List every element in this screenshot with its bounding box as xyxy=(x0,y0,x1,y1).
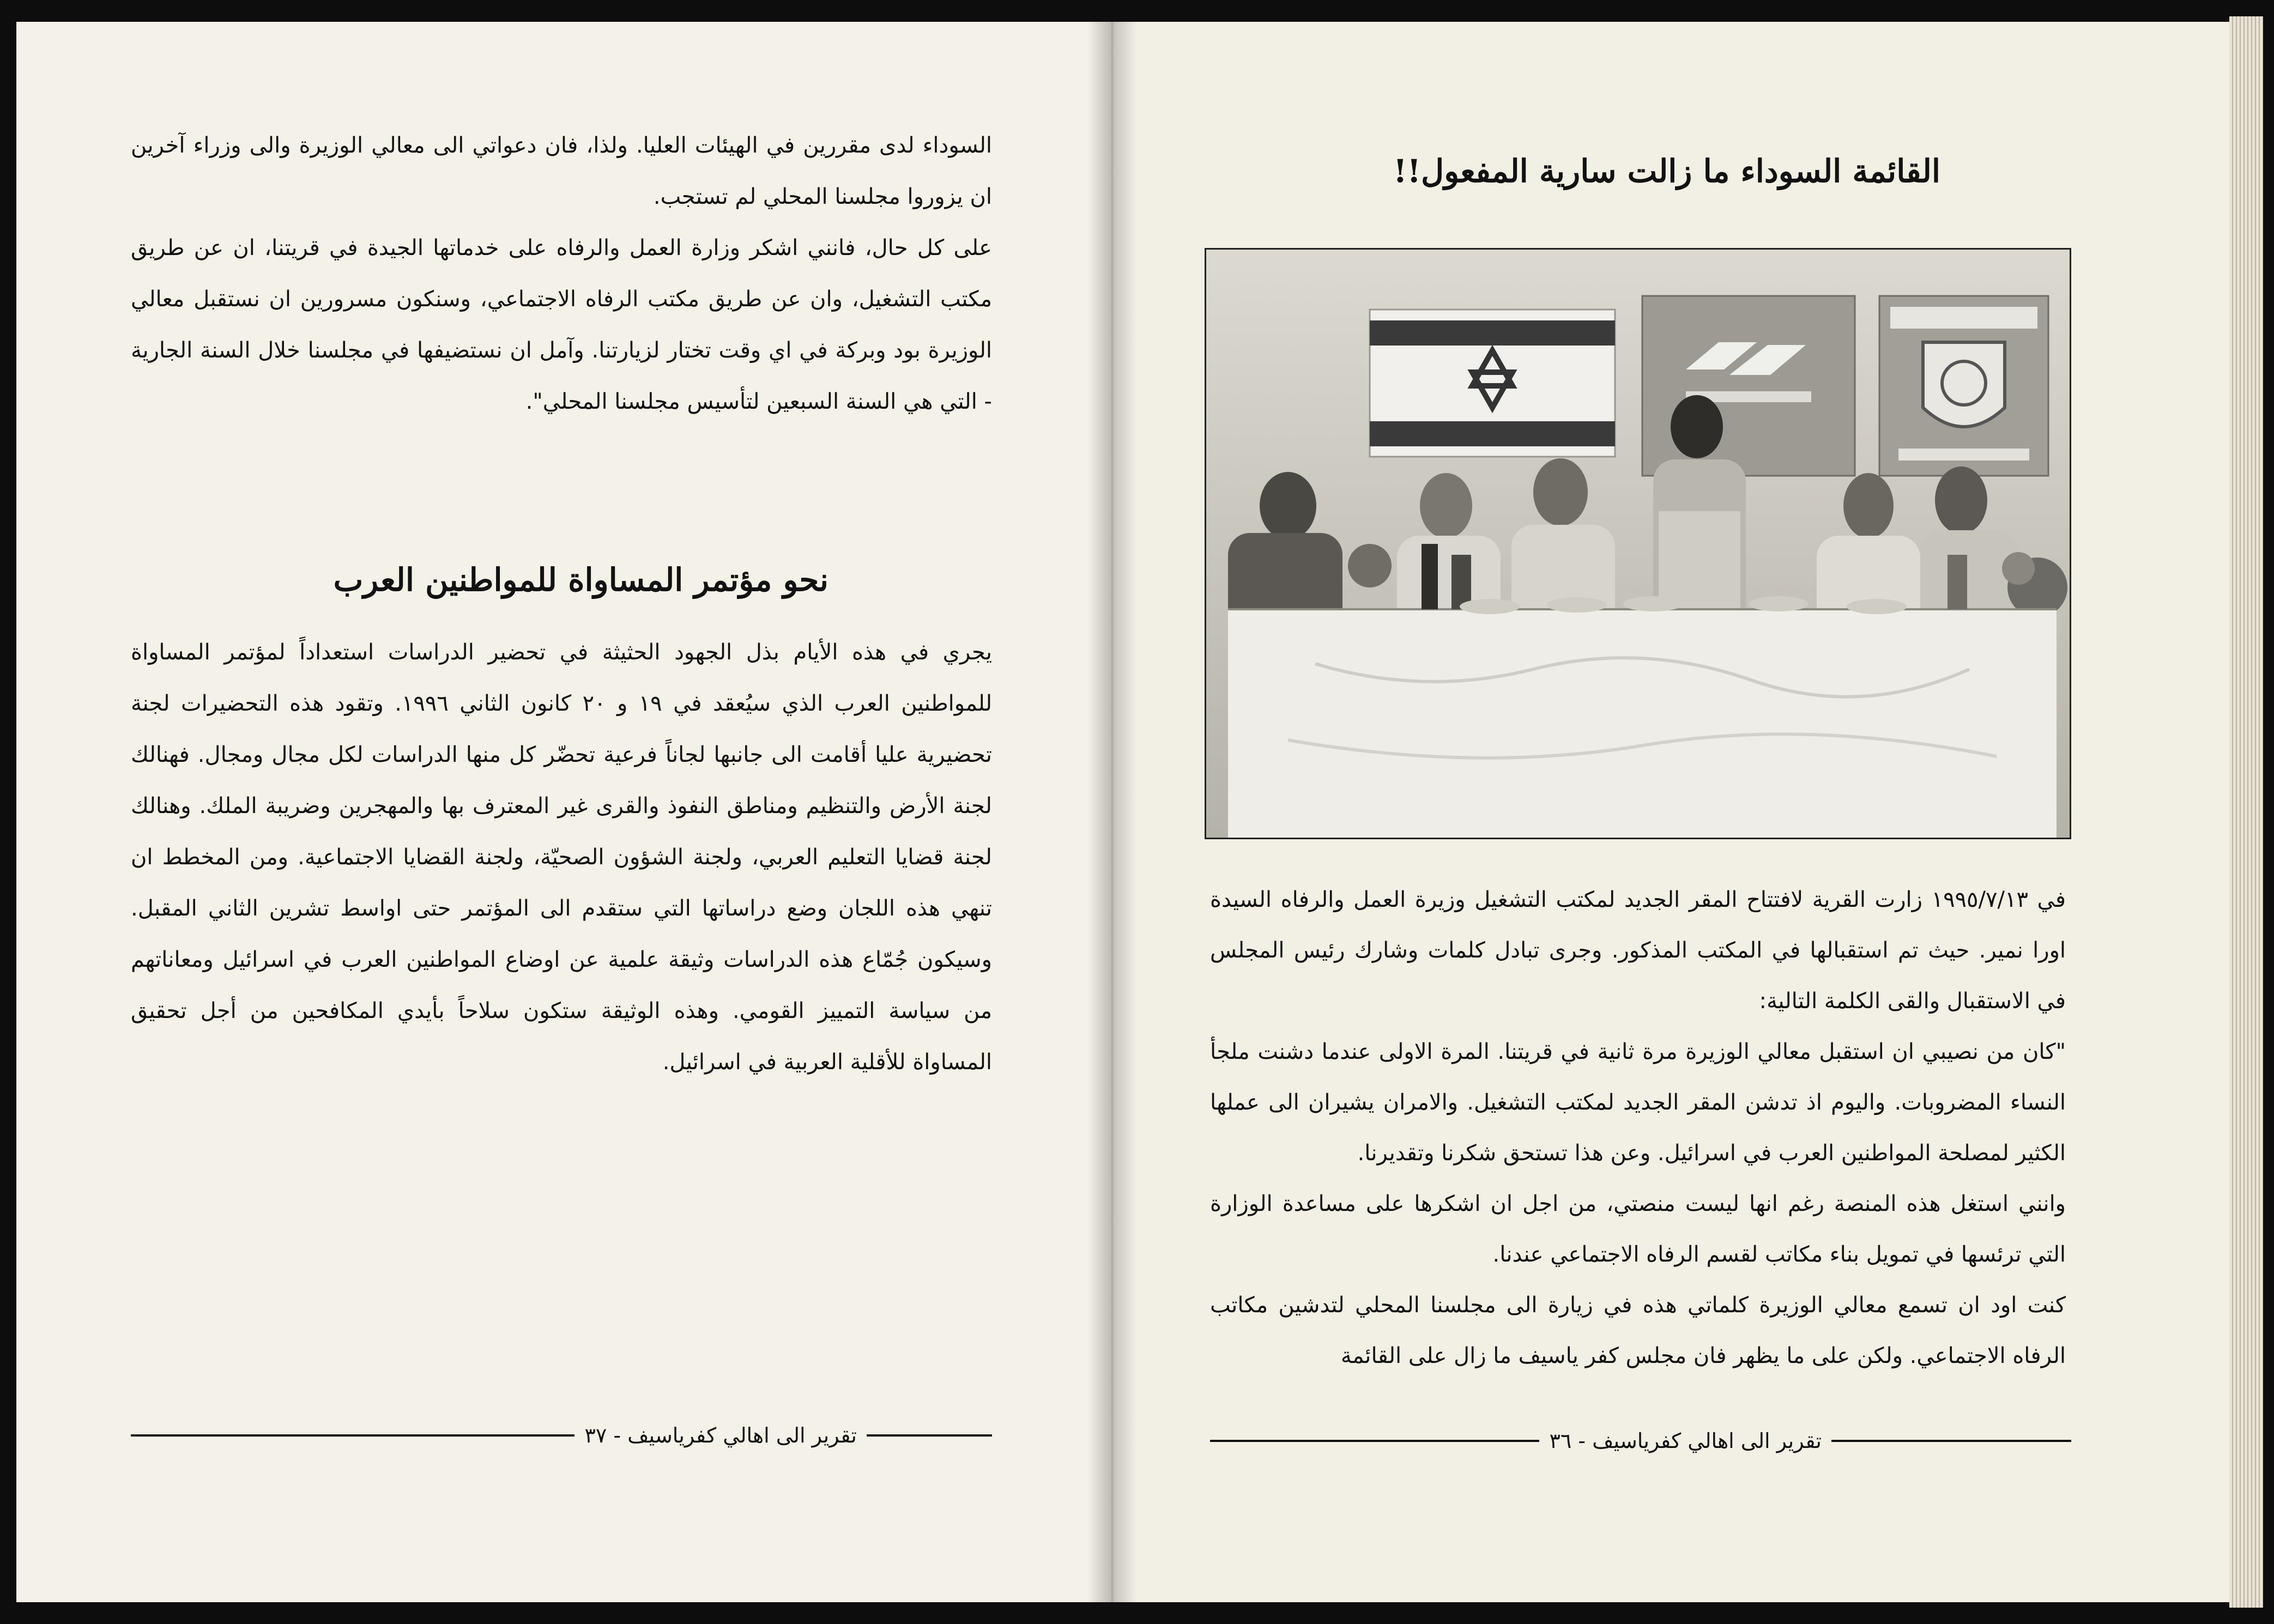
flag xyxy=(1370,310,1615,457)
left-top-text xyxy=(131,120,992,427)
footer-rule-right xyxy=(1831,1440,2071,1442)
left-body-paragraph: يجري في هذه الأيام بذل الجهود الحثيثة في تحضير الدراسات استعداداً لمؤتمر المساواة للمواطنين العرب الذي سيُعقد في ١٩ و ٢٠ كانون الثاني ١٩٩٦. وتقود هذه التحضيرات لجنة تحضيرية عليا أقامت الى جانبها لجاناً فرعية تحضّر كل منها الدراسات لكل مجال ومجال. فهنالك لجنة الأرض والتنظيم ومناطق النفوذ والقرى غير المعترف بها والمهجرين وضريبة الملك. وهنالك لجنة قضايا التعليم العربي، ولجنة الشؤون الصحيّة، ولجنة القضايا الاجتماعية. ومن المخطط ان تنهي هذه اللجان وضع دراساتها التي ستقدم الى المؤتمر حتى اواسط تشرين الثاني المقبل. وسيكون جُمّاع هذه الدراسات وثيقة علمية عن اوضاع المواطنين العرب في اسرائيل ومعاناتهم من سياسة التمييز القومي. وهذه الوثيقة ستكون سلاحاً بأيدي المكافحين من أجل تحقيق المساواة للأقلية العربية في اسرائيل. xyxy=(131,640,993,1075)
event-photo-image xyxy=(1206,250,2070,838)
book-gutter xyxy=(1087,22,1136,1602)
emblem-banner xyxy=(1879,296,2048,476)
left-paragraph-2: على كل حال، فانني اشكر وزارة العمل والرفاه على خدماتها الجيدة في قريتنا، ان عن طريق مكتب التشغيل، وان عن طريق مكتب الرفاه الاجتماعي، وسنكون مسرورين ان نستقبل معالي الوزيرة بود وبركة في اي وقت تختار لزيارتنا. وآمل ان نستضيفها في مجلسنا خلال السنة الجارية - التي هي السنة السبعين لتأسيس مجلسنا المحلي". xyxy=(131,235,992,414)
event-photo xyxy=(1205,248,2071,839)
right-paragraph-1: في ١٩٩٥/٧/١٣ زارت القرية لافتتاح المقر الجديد لمكتب التشغيل وزيرة العمل والرفاه السيدة اورا نمير. حيث تم استقبالها في المكتب المذكور. وجرى تبادل كلمات وشارك رئيس المجلس في الاستقبال والقى الكلمة التالية: xyxy=(1210,887,2066,1014)
left-footer xyxy=(131,1423,992,1447)
right-paragraph-4: كنت اود ان تسمع معالي الوزيرة كلماتي هذه في زيارة الى مجلسنا المحلي لتدشين مكاتب الرفاه الاجتماعي. ولكن على ما يظهر فان مجلس كفر ياسيف ما زال على القائمة xyxy=(1210,1293,2066,1368)
left-body-text xyxy=(131,627,992,1088)
right-heading: القائمة السوداء ما زالت سارية المفعول!! xyxy=(1393,153,1940,190)
right-footer-label: تقرير الى اهالي كفرياسيف - ٣٦ xyxy=(1549,1429,1822,1453)
footer-rule-left xyxy=(1210,1440,1539,1442)
right-body-text xyxy=(1210,875,2066,1381)
footer-rule-right xyxy=(867,1434,992,1437)
footer-rule-left xyxy=(131,1434,574,1437)
right-paragraph-3: وانني استغل هذه المنصة رغم انها ليست منصتي، من اجل ان اشكرها على مساعدة الوزارة التي ترئسها في تمويل بناء مكاتب لقسم الرفاه الاجتماعي عندنا. xyxy=(1210,1191,2066,1267)
right-paragraph-2: "كان من نصيبي ان استقبل معالي الوزيرة مرة ثانية في قريتنا. المرة الاولى عندما دشنت ملجأ النساء المضروبات. واليوم اذ تدشن المقر الجديد لمكتب التشغيل. والامران يشيران الى عملها الكثير لمصلحة المواطنين العرب في اسرائيل. وعن هذا تستحق شكرنا وتقديرنا. xyxy=(1210,1039,2066,1166)
right-footer xyxy=(1210,1429,2071,1453)
page-edges xyxy=(2229,16,2263,1608)
left-footer-label: تقرير الى اهالي كفرياسيف - ٣٧ xyxy=(584,1423,857,1447)
left-heading: نحو مؤتمر المساواة للمواطنين العرب xyxy=(333,561,828,598)
table xyxy=(1228,609,2057,838)
banner xyxy=(1642,296,1855,476)
left-paragraph-1: السوداء لدى مقررين في الهيئات العليا. ولذا، فان دعواتي الى معالي الوزيرة والى وزراء آخرين ان يزوروا مجلسنا المحلي لم تستجب. xyxy=(131,133,992,209)
